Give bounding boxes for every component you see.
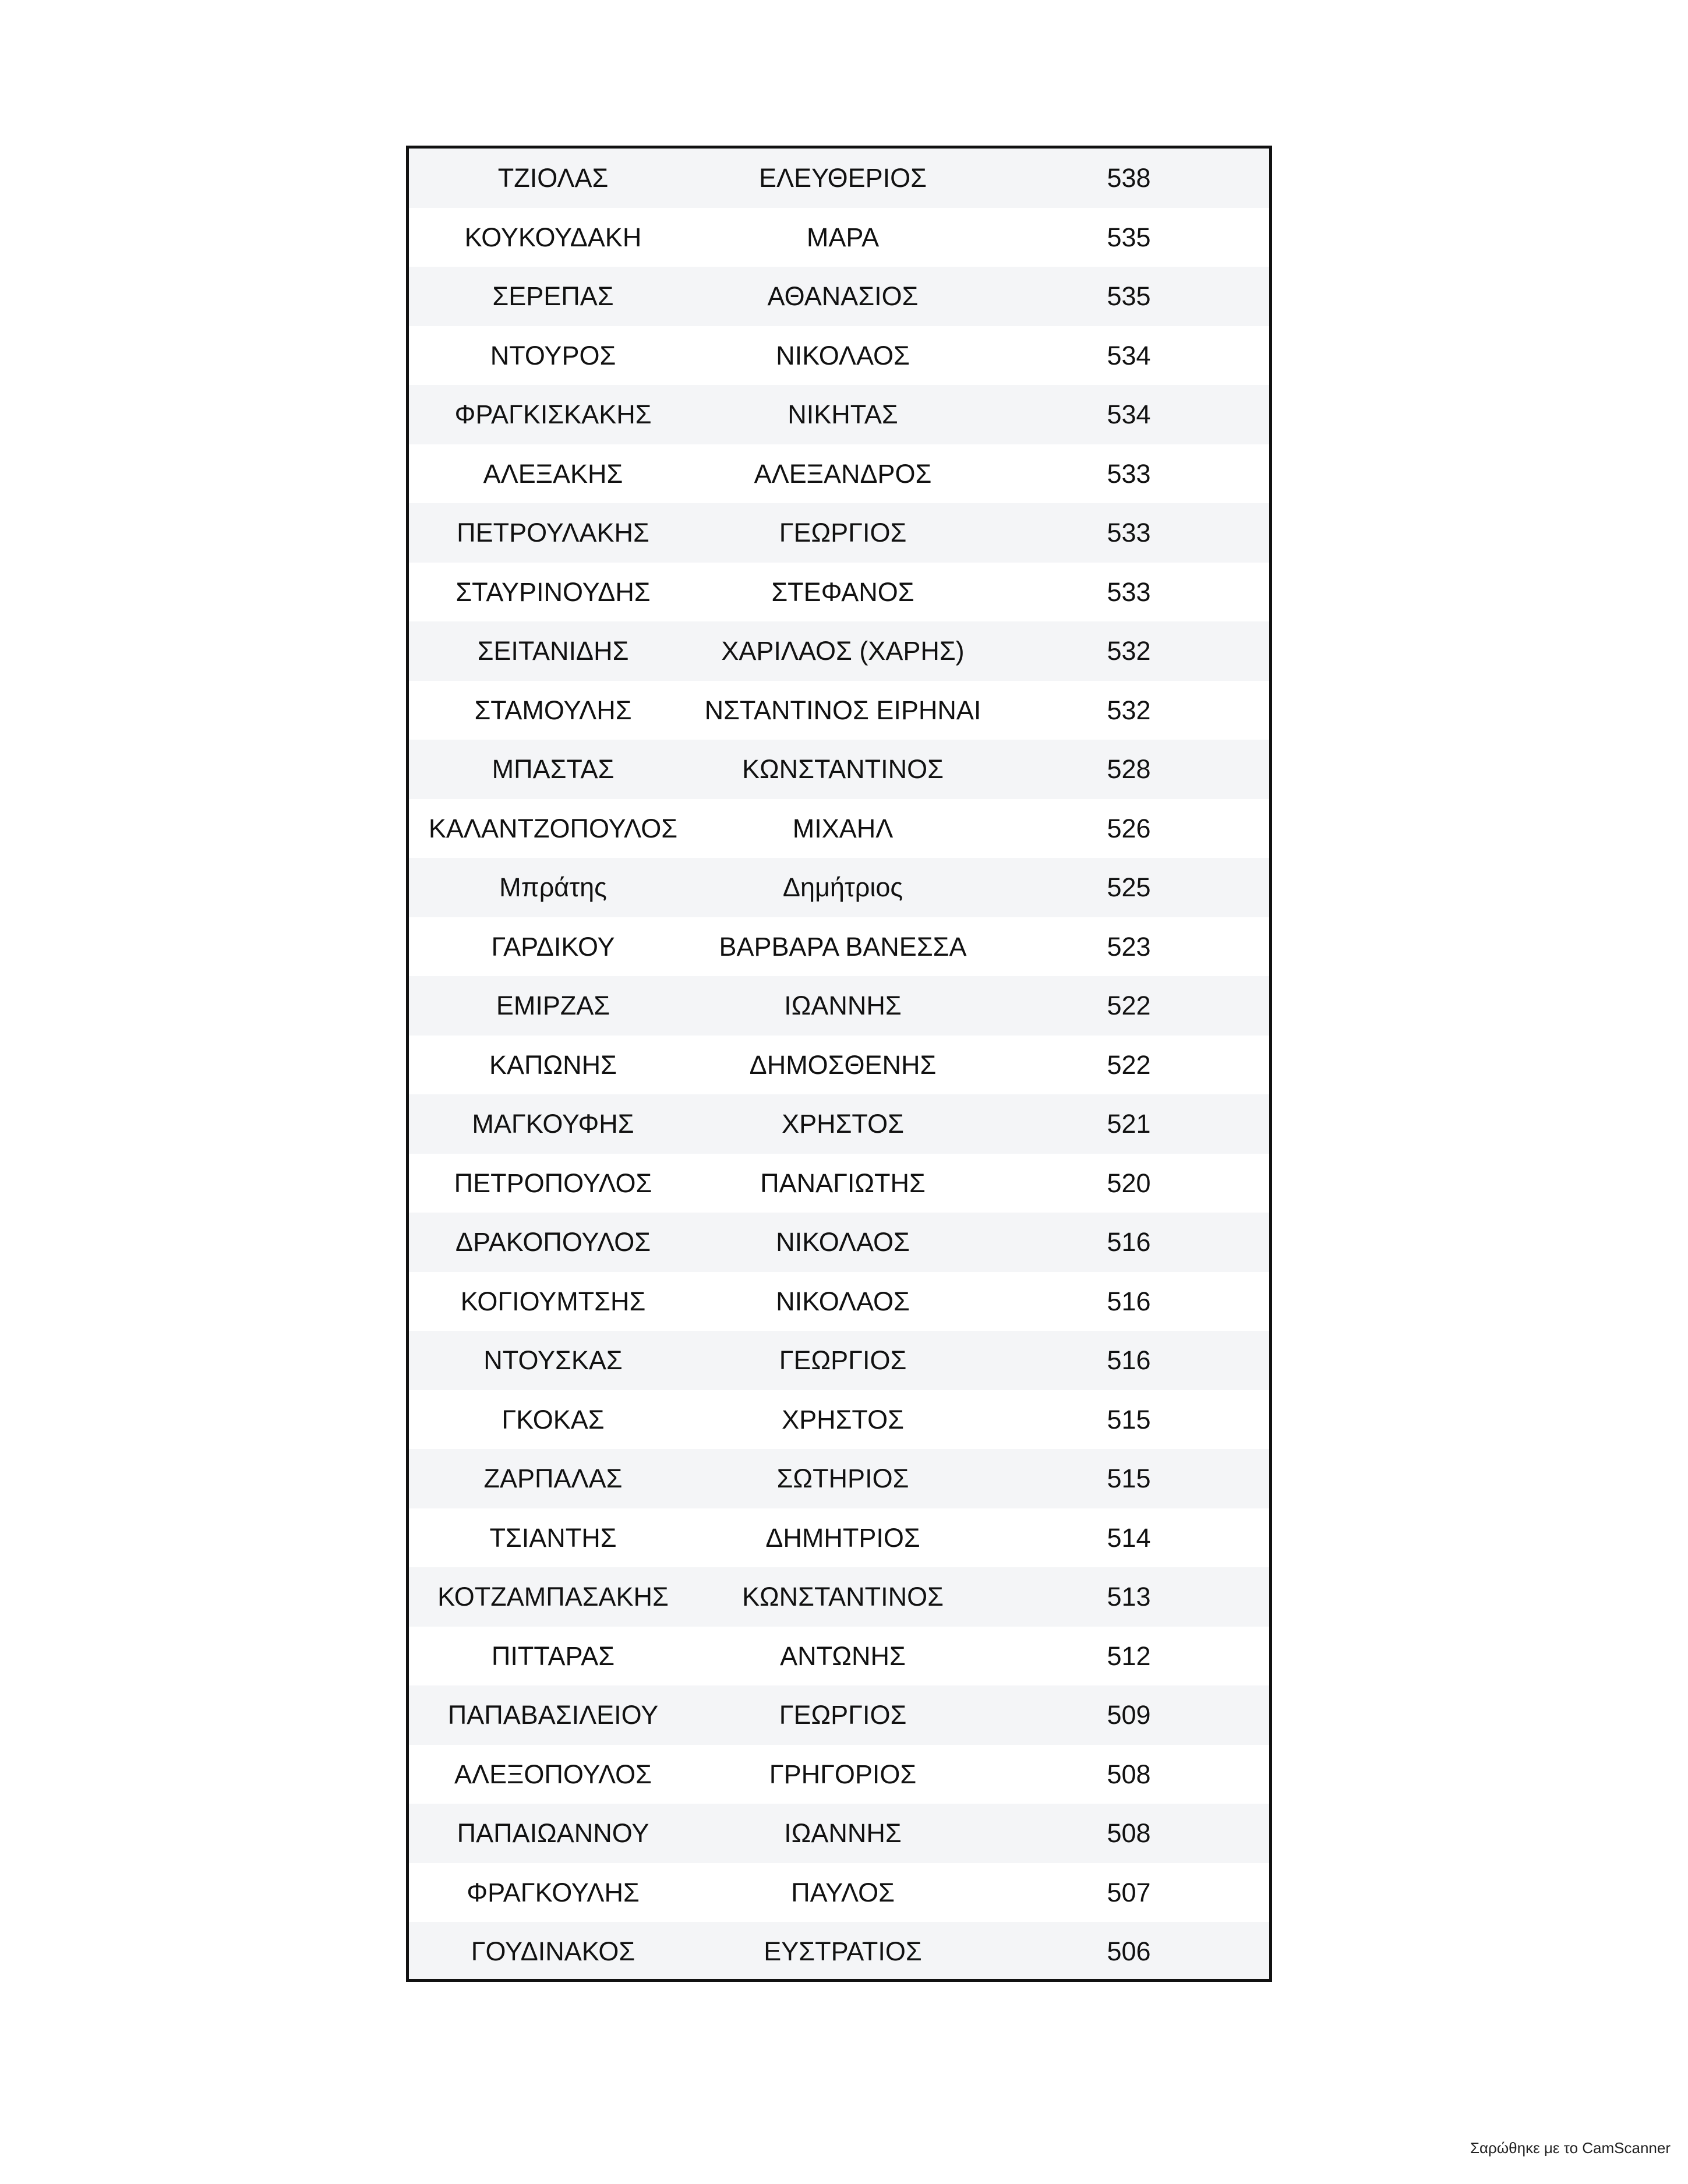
- table-row: [409, 917, 1269, 977]
- firstname-cell: ΧΡΗΣΤΟΣ: [782, 1404, 904, 1434]
- table-row: [409, 1567, 1269, 1627]
- firstname-cell: ΜΙΧΑΗΛ: [792, 813, 894, 843]
- score-cell: 538: [1107, 163, 1151, 193]
- firstname-cell: ΑΛΕΞΑΝΔΡΟΣ: [754, 458, 932, 489]
- score-cell: 521: [1107, 1109, 1151, 1139]
- table-row: [409, 1272, 1269, 1331]
- table-row: [409, 681, 1269, 740]
- table-row: [409, 326, 1269, 386]
- score-cell: 516: [1107, 1227, 1151, 1257]
- table-row: [409, 621, 1269, 681]
- score-cell: 515: [1107, 1404, 1151, 1434]
- score-cell: 506: [1107, 1936, 1151, 1967]
- surname-cell: ΔΡΑΚΟΠΟΥΛΟΣ: [455, 1227, 651, 1257]
- surname-cell: ΚΑΛΑΝΤΖΟΠΟΥΛΟΣ: [428, 813, 678, 843]
- score-cell: 508: [1107, 1759, 1151, 1789]
- score-cell: 533: [1107, 458, 1151, 489]
- firstname-cell: ΔΗΜΗΤΡΙΟΣ: [765, 1522, 920, 1553]
- table-row: [409, 267, 1269, 326]
- table-row: [409, 858, 1269, 917]
- firstname-cell: ΔΗΜΟΣΘΕΝΗΣ: [749, 1049, 937, 1080]
- surname-cell: ΚΟΥΚΟΥΔΑΚΗ: [464, 222, 642, 252]
- table-row: [409, 740, 1269, 799]
- table-row: [409, 149, 1269, 208]
- surname-cell: ΓΟΥΔΙΝΑΚΟΣ: [471, 1936, 635, 1967]
- score-cell: 525: [1107, 872, 1151, 903]
- surname-cell: ΣΕΙΤΑΝΙΔΗΣ: [477, 636, 629, 666]
- scanner-watermark: Σαρώθηκε με το CamScanner: [1470, 2139, 1671, 2157]
- table-row: [409, 503, 1269, 563]
- table-row: [409, 1036, 1269, 1095]
- table-row: [409, 208, 1269, 267]
- firstname-cell: ΕΥΣΤΡΑΤΙΟΣ: [764, 1936, 922, 1967]
- surname-cell: ΑΛΕΞΟΠΟΥΛΟΣ: [454, 1759, 652, 1789]
- firstname-cell: ΑΘΑΝΑΣΙΟΣ: [767, 281, 919, 312]
- firstname-cell: ΚΩΝΣΤΑΝΤΙΝΟΣ: [742, 754, 944, 784]
- table-row: [409, 1922, 1269, 1981]
- firstname-cell: ΙΩΑΝΝΗΣ: [784, 1818, 902, 1849]
- score-cell: 514: [1107, 1522, 1151, 1553]
- table-row: [409, 1508, 1269, 1568]
- score-cell: 534: [1107, 340, 1151, 370]
- score-cell: 515: [1107, 1464, 1151, 1494]
- score-cell: 535: [1107, 281, 1151, 312]
- score-cell: 533: [1107, 518, 1151, 548]
- table-row: [409, 1627, 1269, 1686]
- firstname-cell: ΓΕΩΡΓΙΟΣ: [779, 1345, 907, 1376]
- table-row: [409, 799, 1269, 858]
- firstname-cell: ΝΙΚΟΛΑΟΣ: [776, 1286, 910, 1316]
- firstname-cell: ΠΑΥΛΟΣ: [791, 1877, 895, 1907]
- score-cell: 513: [1107, 1582, 1151, 1612]
- score-cell: 535: [1107, 222, 1151, 252]
- table-row: [409, 1154, 1269, 1213]
- score-cell: 528: [1107, 754, 1151, 784]
- surname-cell: ΠΑΠΑΒΑΣΙΛΕΙΟΥ: [447, 1700, 659, 1730]
- firstname-cell: ΣΩΤΗΡΙΟΣ: [776, 1464, 909, 1494]
- score-cell: 516: [1107, 1345, 1151, 1376]
- table-row: [409, 385, 1269, 444]
- table-row: [409, 1331, 1269, 1390]
- score-cell: 523: [1107, 931, 1151, 962]
- surname-cell: ΦΡΑΓΚΟΥΛΗΣ: [467, 1877, 640, 1907]
- firstname-cell: ΓΕΩΡΓΙΟΣ: [779, 518, 907, 548]
- table-row: [409, 1863, 1269, 1923]
- firstname-cell: ΧΡΗΣΤΟΣ: [782, 1109, 904, 1139]
- firstname-cell: ΓΕΩΡΓΙΟΣ: [779, 1700, 907, 1730]
- results-table: [406, 146, 1272, 1982]
- surname-cell: ΜΑΓΚΟΥΦΗΣ: [472, 1109, 634, 1139]
- firstname-cell: ΙΩΑΝΝΗΣ: [784, 991, 902, 1021]
- table-row: [409, 1685, 1269, 1745]
- surname-cell: ΣΕΡΕΠΑΣ: [492, 281, 614, 312]
- surname-cell: ΓΚΟΚΑΣ: [502, 1404, 605, 1434]
- firstname-cell: ΠΑΝΑΓΙΩΤΗΣ: [760, 1168, 926, 1198]
- surname-cell: ΦΡΑΓΚΙΣΚΑΚΗΣ: [454, 400, 652, 430]
- surname-cell: ΚΟΤΖΑΜΠΑΣΑΚΗΣ: [437, 1582, 669, 1612]
- table-row: [409, 1745, 1269, 1804]
- firstname-cell: ΓΡΗΓΟΡΙΟΣ: [769, 1759, 917, 1789]
- score-cell: 508: [1107, 1818, 1151, 1849]
- firstname-cell: ΒΑΡΒΑΡΑ ΒΑΝΕΣΣΑ: [719, 931, 967, 962]
- table-row: [409, 976, 1269, 1036]
- surname-cell: ΕΜΙΡΖΑΣ: [496, 991, 610, 1021]
- score-cell: 512: [1107, 1641, 1151, 1671]
- table-row: [409, 563, 1269, 622]
- score-cell: 526: [1107, 813, 1151, 843]
- firstname-cell: ΑΝΤΩΝΗΣ: [780, 1641, 906, 1671]
- score-cell: 507: [1107, 1877, 1151, 1907]
- score-cell: 522: [1107, 991, 1151, 1021]
- table-row: [409, 1449, 1269, 1508]
- table-row: [409, 1804, 1269, 1863]
- firstname-cell: ΣΤΕΦΑΝΟΣ: [771, 577, 914, 607]
- score-cell: 520: [1107, 1168, 1151, 1198]
- surname-cell: ΤΣΙΑΝΤΗΣ: [489, 1522, 617, 1553]
- table-row: [409, 1213, 1269, 1272]
- surname-cell: Μπράτης: [499, 872, 607, 903]
- firstname-cell: ΕΛΕΥΘΕΡΙΟΣ: [759, 163, 927, 193]
- surname-cell: ΠΙΤΤΑΡΑΣ: [491, 1641, 615, 1671]
- table-row: [409, 1390, 1269, 1450]
- score-cell: 532: [1107, 695, 1151, 725]
- surname-cell: ΑΛΕΞΑΚΗΣ: [483, 458, 623, 489]
- surname-cell: ΝΤΟΥΣΚΑΣ: [483, 1345, 623, 1376]
- surname-cell: ΚΑΠΩΝΗΣ: [489, 1049, 617, 1080]
- firstname-cell: ΜΑΡΑ: [806, 222, 880, 252]
- score-cell: 533: [1107, 577, 1151, 607]
- firstname-cell: ΧΑΡΙΛΑΟΣ (ΧΑΡΗΣ): [721, 636, 965, 666]
- surname-cell: ΝΤΟΥΡΟΣ: [490, 340, 616, 370]
- score-cell: 522: [1107, 1049, 1151, 1080]
- surname-cell: ΣΤΑΜΟΥΛΗΣ: [474, 695, 632, 725]
- table-row: [409, 1094, 1269, 1154]
- firstname-cell: ΝΙΚΗΤΑΣ: [788, 400, 898, 430]
- table-row: [409, 444, 1269, 504]
- surname-cell: ΠΕΤΡΟΠΟΥΛΟΣ: [454, 1168, 652, 1198]
- firstname-cell: ΝΙΚΟΛΑΟΣ: [776, 1227, 910, 1257]
- surname-cell: ΣΤΑΥΡΙΝΟΥΔΗΣ: [455, 577, 651, 607]
- score-cell: 516: [1107, 1286, 1151, 1316]
- firstname-cell: ΝΣΤΑΝΤΙΝΟΣ ΕΙΡΗΝΑΙ: [704, 695, 981, 725]
- surname-cell: ΖΑΡΠΑΛΑΣ: [483, 1464, 623, 1494]
- surname-cell: ΜΠΑΣΤΑΣ: [492, 754, 615, 784]
- score-cell: 534: [1107, 400, 1151, 430]
- surname-cell: ΠΑΠΑΙΩΑΝΝΟΥ: [457, 1818, 649, 1849]
- surname-cell: ΤΖΙΟΛΑΣ: [497, 163, 609, 193]
- firstname-cell: ΝΙΚΟΛΑΟΣ: [776, 340, 910, 370]
- firstname-cell: ΚΩΝΣΤΑΝΤΙΝΟΣ: [742, 1582, 944, 1612]
- surname-cell: ΓΑΡΔΙΚΟΥ: [491, 931, 615, 962]
- score-cell: 532: [1107, 636, 1151, 666]
- score-cell: 509: [1107, 1700, 1151, 1730]
- surname-cell: ΚΟΓΙΟΥΜΤΣΗΣ: [460, 1286, 646, 1316]
- surname-cell: ΠΕΤΡΟΥΛΑΚΗΣ: [457, 518, 649, 548]
- firstname-cell: Δημήτριος: [782, 872, 903, 903]
